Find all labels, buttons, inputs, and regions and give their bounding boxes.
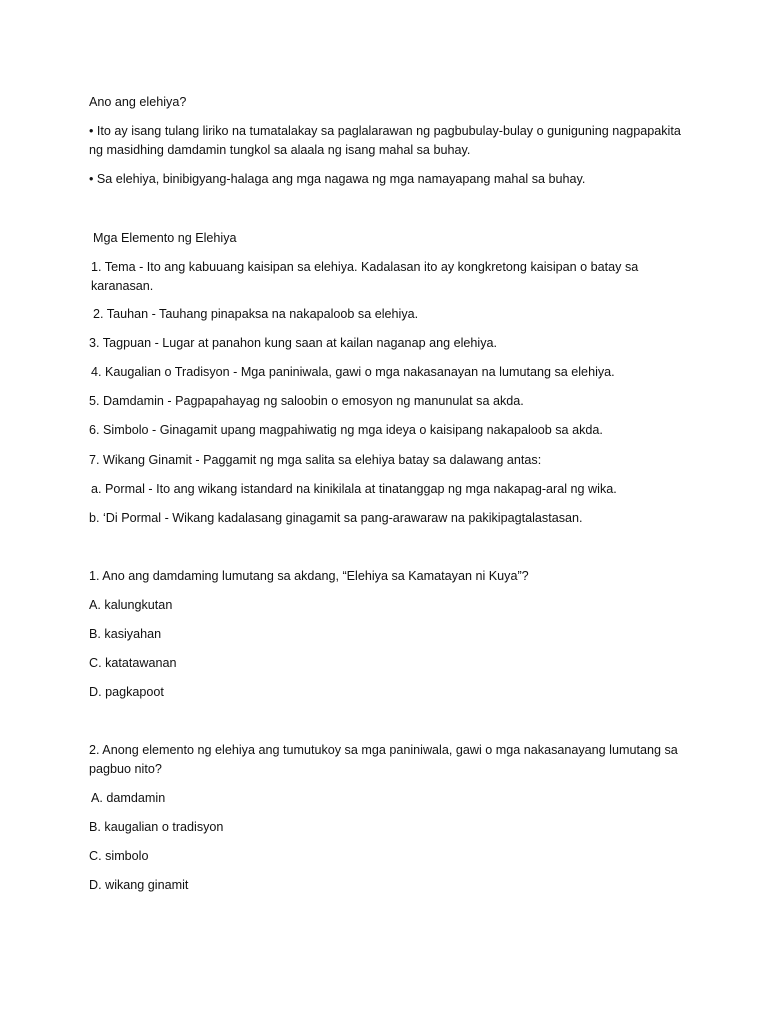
element-item-3: 3. Tagpuan - Lugar at panahon kung saan at kailan naganap ang elehiya. bbox=[89, 336, 497, 350]
element-item-7: 7. Wikang Ginamit - Paggamit ng mga salita sa elehiya batay sa dalawang antas: bbox=[89, 453, 542, 467]
element-item-2: 2. Tauhan - Tauhang pinapaksa na nakapaloob sa elehiya. bbox=[93, 307, 419, 321]
intro-bullet-2: • Sa elehiya, binibigyang-halaga ang mga nagawa ng mga namayapang mahal sa buhay. bbox=[89, 172, 586, 186]
element-item-1: 1. Tema - Ito ang kabuuang kaisipan sa elehiya. Kadalasan ito ay kongkretong kaisipan o batay sa karanasan. bbox=[91, 260, 639, 293]
quiz-2-choice-a: A. damdamin bbox=[91, 791, 166, 805]
quiz-1-choice-d: D. pagkapoot bbox=[89, 685, 164, 699]
quiz-2-choice-d: D. wikang ginamit bbox=[89, 878, 189, 892]
element-item-5: 5. Damdamin - Pagpapahayag ng saloobin o emosyon ng manunulat sa akda. bbox=[89, 394, 524, 408]
intro-question: Ano ang elehiya? bbox=[89, 95, 187, 109]
quiz-2-choice-c: C. simbolo bbox=[89, 849, 149, 863]
element-subitem-b: b. ‘Di Pormal - Wikang kadalasang ginagamit sa pang-arawaraw na pakikipagtalastasan. bbox=[89, 511, 583, 525]
element-subitem-a: a. Pormal - Ito ang wikang istandard na kinikilala at tinatanggap ng mga nakapag-aral ng wika. bbox=[91, 482, 617, 496]
quiz-1-choice-b: B. kasiyahan bbox=[89, 627, 162, 641]
quiz-1-choice-c: C. katatawanan bbox=[89, 656, 177, 670]
quiz-1-choice-a: A. kalungkutan bbox=[89, 598, 173, 612]
quiz-question-1: 1. Ano ang damdaming lumutang sa akdang, “Elehiya sa Kamatayan ni Kuya”? bbox=[89, 569, 529, 583]
element-item-4: 4. Kaugalian o Tradisyon - Mga paniniwala, gawi o mga nakasanayan na lumutang sa elehiya. bbox=[91, 365, 615, 379]
intro-bullet-1: • Ito ay isang tulang liriko na tumatalakay sa paglalarawan ng pagbubulay-bulay o guniguning nagpapakita ng masidhing damdamin tungkol sa alaala ng isang mahal sa buhay. bbox=[89, 124, 681, 157]
quiz-question-2: 2. Anong elemento ng elehiya ang tumutukoy sa mga paniniwala, gawi o mga nakasanayang lumutang sa pagbuo nito? bbox=[89, 743, 678, 776]
elements-heading: Mga Elemento ng Elehiya bbox=[93, 231, 237, 245]
element-item-6: 6. Simbolo - Ginagamit upang magpahiwatig ng mga ideya o kaisipang nakapaloob sa akda. bbox=[89, 423, 603, 437]
quiz-2-choice-b: B. kaugalian o tradisyon bbox=[89, 820, 224, 834]
